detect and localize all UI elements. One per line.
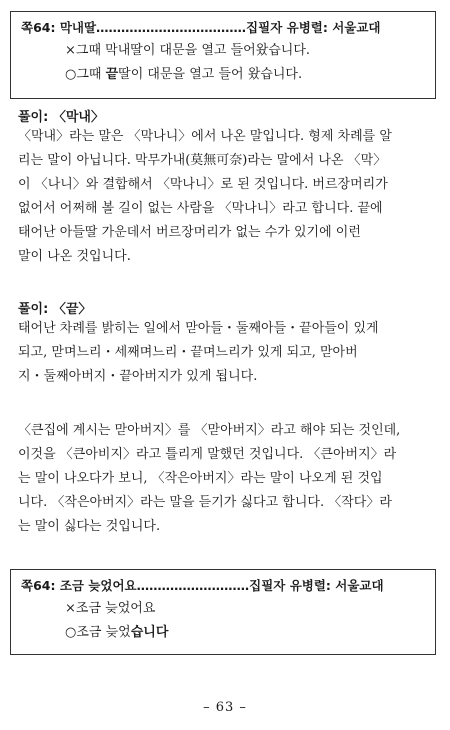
paragraph-kkeut: [18, 317, 434, 389]
paragraph-line: 태어난 차례를 밝히는 일에서 맏아들・둘째아들・끝아들이 있게: [18, 321, 379, 336]
paragraph-line: 이것을 〈큰아비지〉라고 틀리게 말했던 것입니다. 〈큰아버지〉라: [18, 447, 397, 462]
wrong-text: 그때 막내딸이 대문을 열고 들어왔습니다.: [75, 43, 311, 58]
correct-example: [21, 621, 427, 645]
paragraph-line: 지・둘째아버지・끝아버지가 있게 됩니다.: [18, 369, 258, 384]
paragraph-line: 태어난 아들딸 가운데서 버르장머리가 없는 수가 있기에 이런: [18, 225, 361, 240]
correct-text-pre: 조금 늦었: [76, 625, 131, 640]
paragraph-maknae: [18, 125, 434, 269]
paragraph-line: 되고, 맏며느리・세째며느리・끝며느리가 있게 되고, 맏아버: [18, 345, 358, 360]
correction-box-2: [10, 569, 436, 655]
paragraph-line: 〈큰집에 계시는 맏아버지〉를 〈맏아버지〉라고 해야 되는 것인데,: [18, 423, 401, 438]
section-title-maknae: 풀이: 〈막내〉: [18, 110, 104, 125]
paragraph-line: 〈막내〉라는 말은 〈막나니〉에서 나온 말입니다. 형제 차례를 알: [18, 129, 392, 144]
wrong-mark: ×: [65, 601, 76, 616]
correct-text-pre: 그때: [76, 67, 106, 82]
paragraph-line: 이 〈나니〉와 결합해서 〈막나니〉로 된 것입니다. 버르장머리가: [18, 177, 388, 192]
wrong-example: [21, 39, 427, 63]
wrong-text: 조금 늦었어요: [75, 601, 156, 616]
section-title-kkeut: 풀이: 〈끝〉: [18, 302, 92, 317]
paragraph-keunabeoji: [18, 419, 434, 539]
paragraph-line: 니다. 〈작은아버지〉라는 말을 듣기가 싫다고 합니다. 〈작다〉라: [18, 495, 392, 510]
correct-text-emphasis: 끝: [105, 67, 119, 82]
correct-mark: ○: [65, 625, 77, 640]
correct-example: [21, 63, 427, 87]
paragraph-line: 는 말이 나오다가 보니, 〈작은아버지〉라는 말이 나오게 된 것입: [18, 471, 383, 486]
correct-mark: ○: [65, 67, 77, 82]
wrong-example: [21, 597, 427, 621]
paragraph-line: 말이 나온 것입니다.: [18, 249, 131, 264]
correction-box-1: [10, 11, 436, 99]
correct-text-emphasis: 습니다: [130, 625, 169, 640]
correction-header: 쪽64: 막내딸………………………………집필자 유병렬: 서울교대: [21, 20, 381, 35]
paragraph-line: 는 말이 싫다는 것입니다.: [18, 519, 161, 534]
paragraph-line: 없어서 어쩌해 볼 길이 없는 사람을 〈막나니〉라고 합니다. 끝에: [18, 201, 383, 216]
page-number: – 63 –: [203, 700, 247, 715]
paragraph-line: 리는 말이 아닙니다. 막무가내(莫無可奈)라는 말에서 나온 〈막〉: [18, 153, 387, 168]
correct-text-post: 딸이 대문을 열고 들어 왔습니다.: [118, 67, 303, 82]
correction-header: 쪽64: 조금 늦었어요………………………집필자 유병렬: 서울교대: [21, 578, 384, 593]
wrong-mark: ×: [65, 43, 76, 58]
